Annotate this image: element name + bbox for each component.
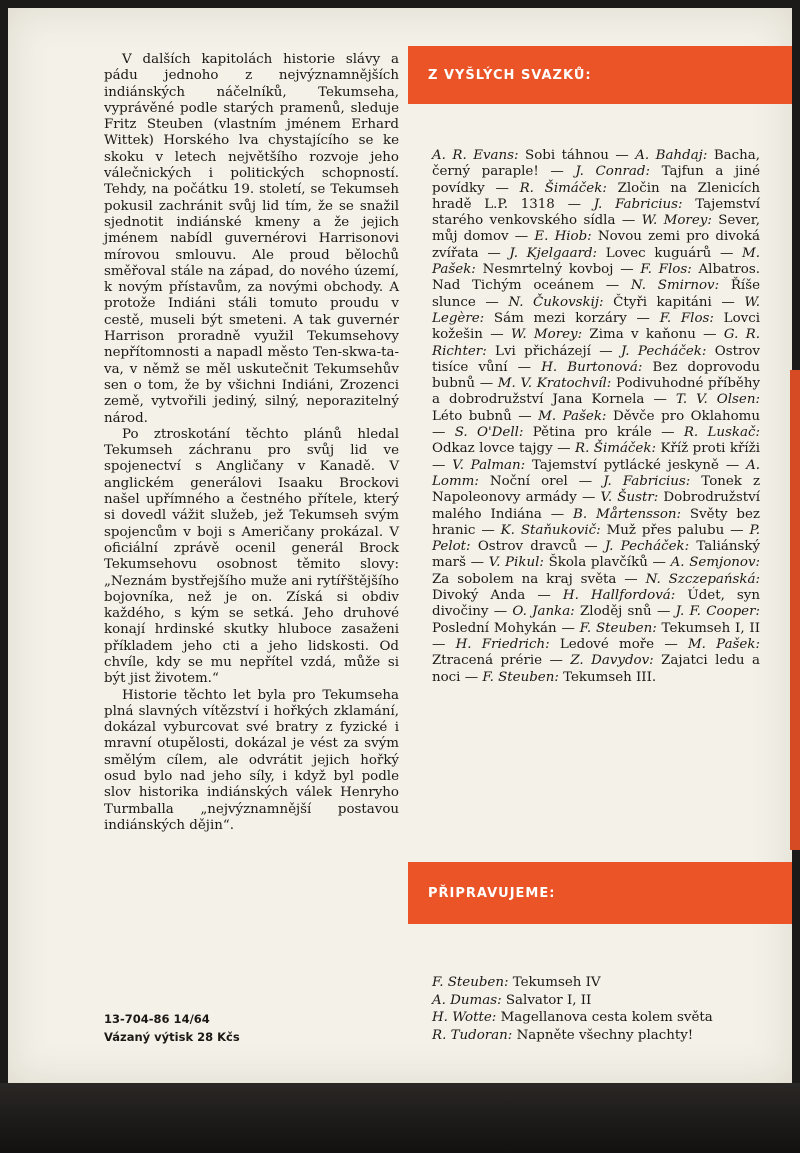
published-entry (489, 555, 648, 570)
entry-author: M. Pašek: (538, 408, 613, 424)
entry-separator: — (711, 245, 743, 261)
published-entry (509, 246, 711, 261)
entry-title: Bacha, černý paraple! (432, 148, 761, 180)
entry-author: V. Šustr: (600, 490, 664, 506)
entry-author: J. Pecháček: (620, 343, 715, 359)
entry-separator: — (651, 425, 684, 441)
entry-title: Ztracená prérie (432, 653, 543, 669)
synopsis-paragraph-3: Historie těchto let byla pro Tekumseha plná slavných vítězství i hořkých zklamání, dokázal vyburcovat své bratry z fyzické i mravní otupělosti, dokázal je vést za svým smělým cílem, ale odvrátit jejich hořký osud bylo nad jeho síly, i když byl podle slov historika indiánských válek Henryho Turmballa „nejvýznamnější postavou indiánských dějin“. (104, 687, 399, 833)
entry-author: N. Szczepańská: (645, 571, 761, 587)
entry-title: Tekumseh III. (563, 669, 657, 685)
published-entry (508, 295, 711, 310)
entry-title: Divoký Anda (432, 588, 526, 604)
entry-author: P. Pelot: (432, 522, 760, 555)
entry-separator: — (590, 343, 621, 359)
published-entry (580, 621, 760, 636)
entry-title: Léto bubnů (432, 408, 512, 424)
forthcoming-entry (432, 974, 772, 992)
imprint (104, 1010, 240, 1046)
entry-author: T. V. Olsen: (675, 392, 760, 408)
entry-separator: — (475, 522, 501, 538)
published-entry (575, 441, 760, 456)
entry-author: H. Friedrich: (455, 636, 560, 652)
entry-separator: — (616, 571, 646, 587)
published-list (432, 148, 760, 686)
entry-author: J. Fabricius: (593, 196, 696, 212)
entry-title: Odkaz lovce tajgy (432, 441, 553, 457)
published-entry (482, 670, 656, 685)
entry-author: R. Tudoran: (432, 1027, 517, 1043)
entry-author: M. Pašek: (432, 245, 761, 278)
entry-separator: — (482, 327, 511, 343)
entry-separator: — (460, 669, 483, 685)
entry-title: Dobrodružství malého Indiána (432, 490, 761, 522)
entry-author: B. Mårtensson: (573, 506, 690, 522)
entry-author: R. Luskač: (683, 425, 760, 441)
entry-title: Tajemství starého venkovského sídla (432, 196, 761, 229)
entry-title: Za sobolem na kraj světa (432, 571, 617, 587)
forthcoming-list (432, 974, 772, 1044)
entry-separator: — (475, 376, 498, 392)
entry-separator: — (475, 294, 509, 310)
entry-separator: — (552, 441, 575, 457)
synopsis-paragraph-1: V dalších kapitolách historie slávy a pádu jednoho z nejvýznamnějších indiánských náčelníků, Tekumseha, vyprávěné podle starých pramenů, sleduje Fritz Steuben (vlastním jménem Erhard Wittek) Horského lva chystajícího se ke skoku v letech největšího rozvoje jeho válečnických i politických schopností. Tehdy, na počátku 19. století, se Tekumseh pokusil zachránit svůj lid tím, že se snažil sjednotit indiánské kmeny a že jejich jménem nabídl guvernérovi Harrisonovi mírovou smlouvu. Ale proud bělochů směřoval stále na západ, do nového území, k novým přístavům, za novými obchody. A protože Indiáni stáli tomuto proudu v cestě, museli být smeteni. A tak guvernér Harrison proradně využil Tekumsehovy nepřítomnosti a napadl město Ten-skwa-ta-va, v němž se měl uskutečnit Tekumsehův sen o tom, že by všichni Indiáni, Zrozenci země, vytvořili jediný, silný, neporazitelný národ. (104, 52, 399, 426)
entry-separator: — (488, 604, 513, 620)
entry-separator: — (695, 327, 724, 343)
entry-title: Sever, můj domov (432, 213, 760, 245)
entry-separator: — (724, 522, 750, 538)
entry-author: J. F. Cooper: (675, 604, 760, 620)
entry-title: Novou zemi pro divoká zvířata (432, 229, 760, 261)
forthcoming-entry (432, 1009, 772, 1027)
entry-author: W. Morey: (510, 327, 590, 343)
entry-separator: — (525, 588, 563, 604)
entry-separator: — (608, 148, 636, 163)
published-entry (432, 148, 609, 163)
forthcoming-entry (432, 992, 772, 1010)
entry-author: F. Steuben: (579, 620, 662, 636)
entry-separator: — (432, 425, 455, 441)
entry-author: G. R. Richter: (432, 327, 760, 359)
entry-separator: — (538, 164, 576, 180)
entry-title: Podivuhodné příběhy a dobrodružství Jana Kornela (432, 376, 761, 408)
entry-title: Napněte všechny plachty! (516, 1027, 694, 1043)
entry-title: Údet, syn divočiny (432, 588, 760, 620)
price-line: Vázaný výtisk 28 Kčs (104, 1030, 240, 1044)
entry-title: Tonek z Napoleonovy armády (432, 473, 760, 506)
entry-author: O. Janka: (512, 604, 580, 620)
entry-separator: — (432, 457, 453, 473)
published-entry (456, 637, 654, 652)
entry-separator: — (542, 653, 571, 669)
red-edge-strip (790, 370, 800, 850)
entry-author: A. Dumas: (432, 992, 506, 1008)
entry-author: R. Šimáček: (519, 180, 618, 196)
entry-title: Noční orel (489, 473, 568, 489)
entry-title: Kříž proti kříži (660, 441, 760, 457)
entry-title: Lovec kuguárů (605, 245, 712, 261)
synopsis-paragraph-2: Po ztroskotání těchto plánů hledal Tekumseh záchranu pro svůj lid ve spojenectví s Angličany v Kanadě. V anglickém generálovi Isaaku Brockovi našel upřímného a čestného přítele, který si dovedl vážit služeb, jež Tekumseh svým spojencům v boji s Američany prokázal. V oficiální zprávě ocenil generál Brock Tekumsehovu osobnost těmito slovy: „Neznám bystřejšího muže ani rytířštějšího bojovníka, než je on. Získá si obdiv každého, s kým se setká. Jeho druhové konají hrdinské skutky hluboce zasaženi příkladem jeho cti a jeho lidskosti. Od chvíle, kdy se mu nepřítel vzdá, může si být jist životem.“ (104, 426, 399, 687)
entry-author: M. V. Kratochvíl: (497, 376, 616, 392)
entry-separator: — (432, 636, 456, 652)
forthcoming-band (408, 862, 792, 924)
catalog-code: 13-704-86 14/64 (104, 1012, 210, 1026)
entry-author: J. Conrad: (575, 164, 662, 180)
entry-author: F. Flos: (659, 310, 724, 326)
entry-title: Ostrov tisíce vůní (432, 343, 760, 375)
published-entry (501, 523, 725, 538)
published-entry (455, 425, 652, 440)
entry-separator: — (711, 294, 745, 310)
entry-title: Pětina pro krále (532, 425, 652, 441)
entry-author: J. Kjelgaard: (509, 245, 606, 261)
entry-separator: — (508, 229, 535, 245)
entry-title: Světy bez hranic (432, 506, 760, 538)
entry-author: H. Hallfordová: (562, 588, 688, 604)
entry-title: Zajatci ledu a noci (432, 653, 760, 685)
entry-separator: — (484, 180, 520, 196)
bottom-shadow (0, 1083, 800, 1153)
entry-author: R. Šimáček: (574, 441, 661, 457)
entry-title: Ledové moře (559, 636, 655, 652)
entry-separator: — (478, 245, 510, 261)
entry-separator: — (626, 310, 660, 326)
published-band (408, 46, 792, 104)
entry-separator: — (613, 262, 641, 278)
entry-author: W. Morey: (641, 213, 719, 229)
entry-title: Bez doprovodu bubnů (432, 359, 760, 392)
entry-author: A. Semjonov: (670, 555, 761, 571)
entry-separator: — (718, 457, 747, 473)
entry-author: W. Legère: (432, 294, 760, 326)
entry-separator: — (644, 392, 676, 408)
entry-author: M. Pašek: (687, 636, 760, 652)
entry-title: Říše slunce (432, 278, 760, 310)
entry-author: A. R. Evans: (432, 148, 526, 163)
entry-separator: — (576, 539, 605, 555)
entry-title: Magellanova cesta kolem světa (500, 1010, 713, 1025)
entry-separator: — (615, 213, 642, 229)
entry-author: H. Wotte: (432, 1010, 501, 1025)
entry-title: Muž přes palubu (606, 522, 725, 538)
entry-title: Nesmrtelný kovboj (482, 262, 614, 278)
entry-author: J. Pecháček: (604, 539, 697, 555)
entry-title: Děvče pro Oklahomu (612, 408, 760, 424)
entry-title: Poslední Mohykán (432, 620, 557, 636)
entry-separator: — (554, 196, 594, 212)
entry-author: K. Staňukovič: (500, 522, 607, 538)
entry-author: A. Lomm: (432, 457, 761, 489)
entry-title: Lvi přicházejí (495, 343, 591, 359)
entry-title: Tajfun a jiné povídky (432, 164, 761, 196)
synopsis-column (104, 52, 399, 834)
entry-author: V. Pikul: (488, 555, 549, 571)
entry-title: Tekumseh IV (512, 975, 601, 990)
entry-author: A. Bahdaj: (635, 148, 714, 163)
entry-title: Albatros. Nad Tichým oceánem (432, 262, 760, 294)
entry-title: Zima v kaňonu (589, 327, 696, 343)
published-entry (538, 409, 760, 424)
published-entry (511, 327, 696, 342)
entry-title: Ostrov dravců (477, 539, 577, 555)
entry-author: Z. Davydov: (570, 653, 662, 669)
entry-separator: — (651, 604, 676, 620)
entry-author: E. Hiob: (534, 229, 598, 245)
published-heading: Z VYŠLÝCH SVAZKŮ: (428, 67, 592, 83)
published-entry (512, 604, 651, 619)
entry-title: Taliánský marš (432, 539, 761, 571)
entry-separator: — (567, 473, 604, 489)
entry-author: S. O'Dell: (454, 425, 533, 441)
entry-title: Sám mezi korzáry (493, 310, 627, 326)
entry-author: F. Steuben: (482, 669, 564, 685)
entry-separator: — (647, 555, 671, 571)
entry-title: Salvator I, II (505, 992, 592, 1008)
entry-author: V. Palman: (452, 457, 533, 473)
entry-author: F. Flos: (640, 262, 699, 278)
entry-author: N. Čukovskij: (508, 294, 614, 310)
entry-title: Škola plavčíků (548, 555, 648, 571)
entry-author: N. Smirnov: (630, 278, 731, 294)
forthcoming-entry (432, 1027, 772, 1045)
entry-title: Tajemství pytlácké jeskyně (532, 457, 719, 473)
entry-separator: — (594, 278, 631, 294)
forthcoming-heading: PŘIPRAVUJEME: (428, 885, 556, 901)
entry-separator: — (511, 408, 539, 424)
entry-separator: — (654, 636, 688, 652)
entry-author: F. Steuben: (432, 975, 513, 990)
entry-title: Tekumseh I, II (661, 620, 761, 636)
entry-title: Zločin na Zlenicích hradě L.P. 1318 (432, 180, 760, 212)
entry-separator: — (541, 506, 574, 522)
entry-author: J. Fabricius: (603, 473, 702, 489)
entry-separator: — (576, 490, 601, 506)
entry-separator: — (507, 359, 542, 375)
entry-title: Lovci kožešin (432, 310, 760, 343)
entry-title: Čtyři kapitáni (613, 294, 712, 310)
entry-title: Zloděj snů (579, 604, 652, 620)
entry-title: Sobi táhnou (525, 148, 609, 163)
published-entry (452, 458, 719, 473)
entry-separator: — (465, 555, 489, 571)
entry-separator: — (556, 620, 580, 636)
entry-author: H. Burtonová: (541, 359, 653, 375)
